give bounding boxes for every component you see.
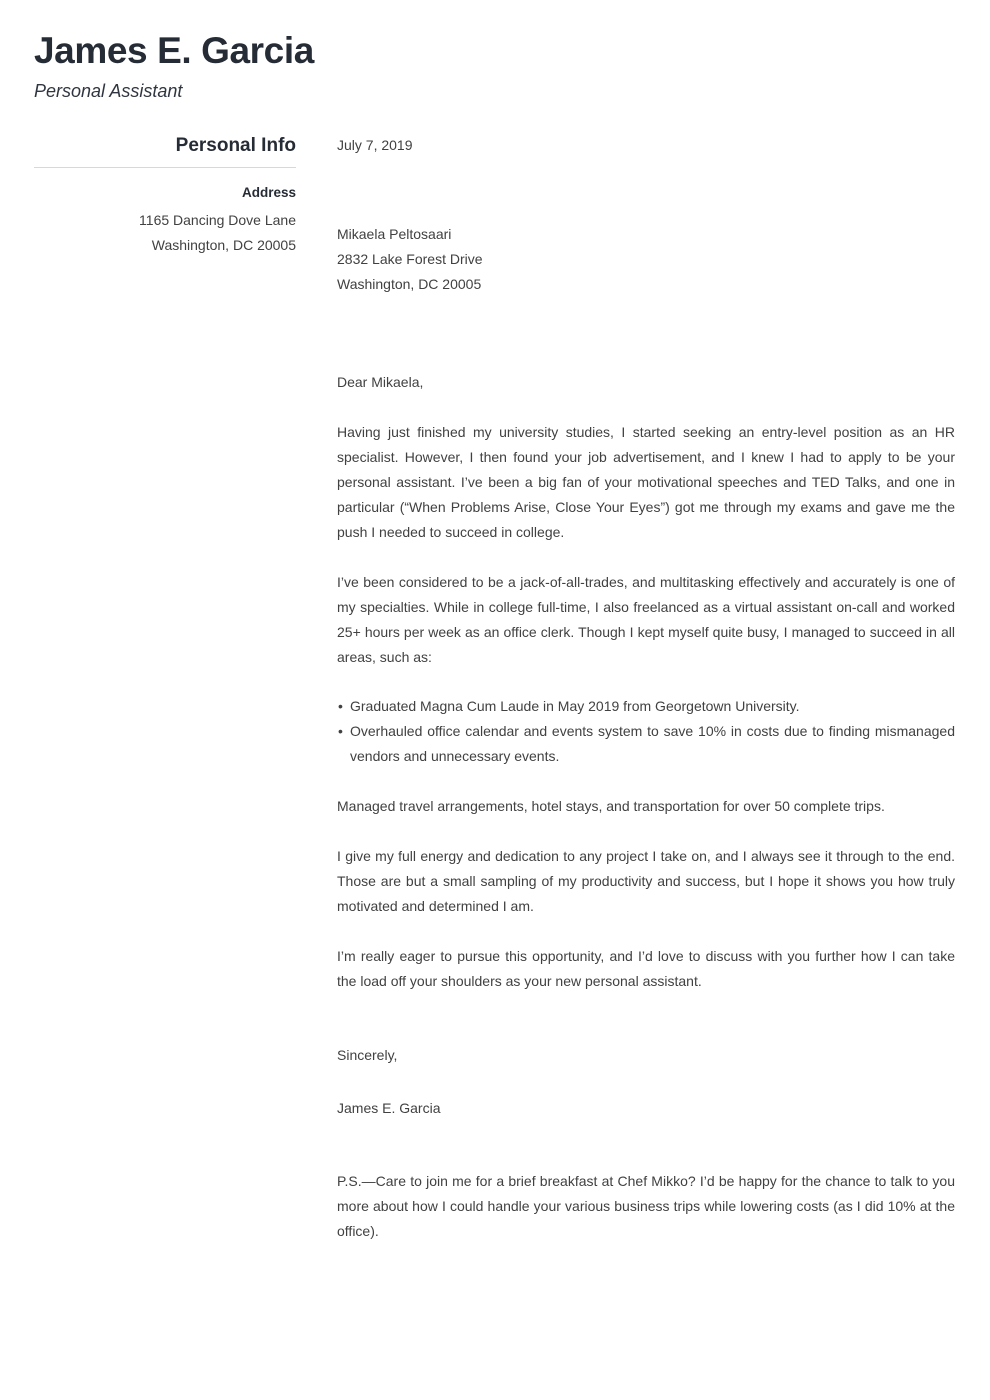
letter-closing: Sincerely, (337, 1046, 398, 1063)
bullet-icon: • (338, 723, 343, 740)
recipient-city-state-zip: Washington, DC 20005 (337, 276, 482, 293)
recipient-address-block (337, 222, 955, 297)
list-item (337, 694, 955, 719)
achievements-bullet-list (337, 694, 955, 769)
sidebar-divider (34, 167, 296, 168)
sidebar-personal-info (0, 134, 296, 258)
recipient-name: Mikaela Peltosaari (337, 226, 452, 243)
page-title: James E. Garcia (34, 30, 314, 71)
letter-postscript: P.S.—Care to join me for a brief breakfast at Chef Mikko? I’d be happy for the chance to talk to you more about how I could handle your various business trips while lowering costs (as I did 10% at the office). (337, 1173, 955, 1240)
letter-salutation: Dear Mikaela, (337, 373, 424, 390)
sidebar-item-address (34, 184, 296, 258)
list-item (337, 719, 955, 769)
bullet-icon: • (338, 698, 343, 715)
letter-paragraph-1: Having just finished my university studies, I started seeking an entry-level position as an HR specialist. However, I then found your job advertisement, and I knew I had to apply to be your personal assistant. I’ve been a big fan of your motivational speeches and TED Talks, and one in particular (“When Problems Arise, Close Your Eyes”) got me through my exams and gave me the push I needed to succeed in college. (337, 424, 955, 540)
letter-signature: James E. Garcia (337, 1100, 441, 1117)
letter-paragraph-5: I’m really eager to pursue this opportunity, and I’d love to discuss with you further how I can take the load off your shoulders as your new personal assistant. (337, 947, 955, 989)
address-label: Address (241, 184, 296, 200)
letter-body (337, 134, 955, 1244)
letter-paragraph-3: Managed travel arrangements, hotel stays, and transportation for over 50 complete trips. (337, 798, 885, 815)
address-line-2: Washington, DC 20005 (151, 236, 296, 253)
letter-columns (0, 134, 990, 1244)
letter-header (0, 0, 990, 104)
list-item-text: Overhauled office calendar and events system to save 10% in costs due to finding mismanaged vendors and unnecessary events. (350, 723, 955, 765)
letter-date: July 7, 2019 (337, 136, 413, 153)
sidebar-section-title: Personal Info (175, 134, 296, 156)
address-line-1: 1165 Dancing Dove Lane (139, 211, 296, 228)
letter-paragraph-2: I’ve been considered to be a jack-of-all-trades, and multitasking effectively and accurately is one of my specialties. While in college full-time, I also freelanced as a virtual assistant on-call and worked 25+ hours per week as an office clerk. Though I kept myself quite busy, I managed to succeed in all areas, such as: (337, 573, 955, 665)
recipient-street: 2832 Lake Forest Drive (337, 251, 483, 268)
list-item-text: Graduated Magna Cum Laude in May 2019 from Georgetown University. (350, 698, 800, 715)
letter-paragraph-4: I give my full energy and dedication to any project I take on, and I always see it through to the end. Those are but a small sampling of my productivity and success, but I hope it shows you how truly motivated and determined I am. (337, 848, 955, 914)
candidate-job-title: Personal Assistant (34, 81, 183, 102)
